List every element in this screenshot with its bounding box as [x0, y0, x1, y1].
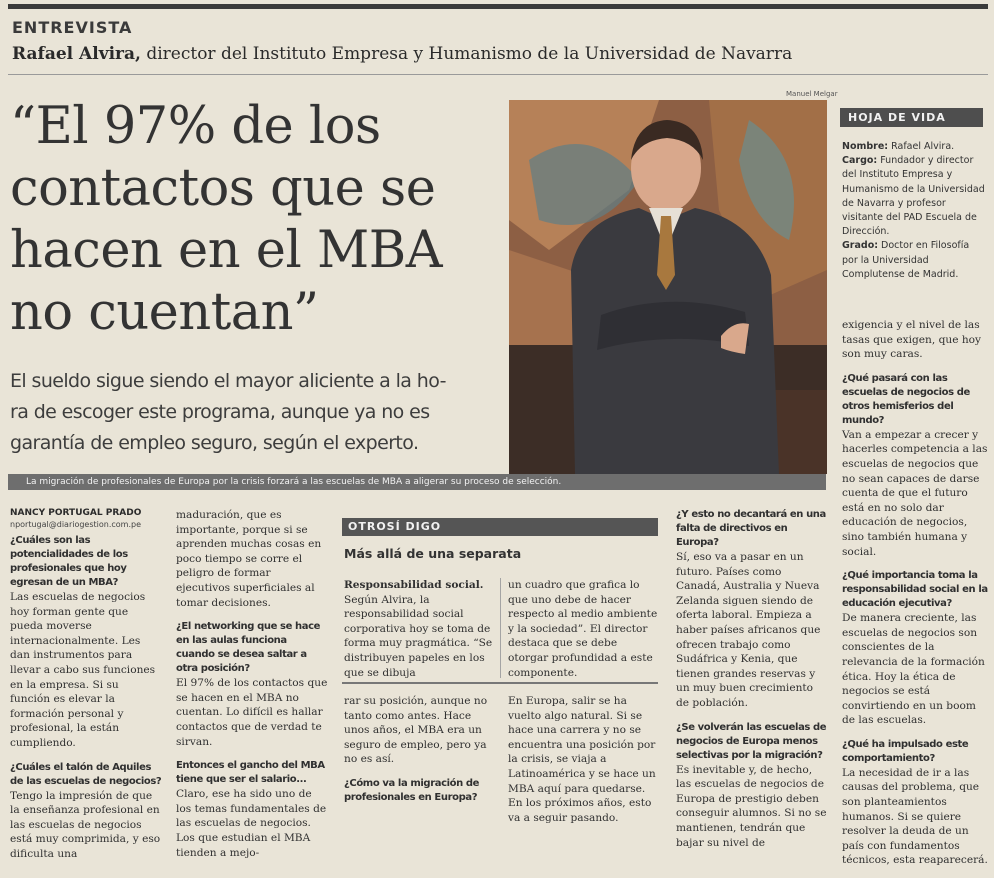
cv-degree [842, 239, 987, 282]
deck [10, 366, 490, 459]
byline [12, 44, 792, 64]
answer: Tengo la impresión de que la enseñanza profesional en las escuelas de negocios está muy comprimida, y eso dificulta una [10, 789, 161, 860]
question: ¿Qué importancia toma la responsabilidad social en la educación ejecutiva? [842, 570, 988, 610]
photo-caption: La migración de profesionales de Europa por la crisis forzará a las escuelas de MBA a aligerar su proceso de selección. [8, 474, 826, 490]
answer: Van a empezar a crecer y hacerles competencia a las escuelas de negocios que no sean capaces de darse cuenta de que el futuro está en no solo dar educación de negocios, sino también humana y social. [842, 428, 988, 558]
deck-line: garantía de empleo seguro, según el experto. [10, 432, 419, 454]
sidebar-title: HOJA DE VIDA [840, 108, 983, 127]
headline-line: no cuentan” [10, 283, 319, 342]
answer: Claro, ese ha sido uno de los temas fundamentales de las escuelas de negocios. Los que estudian el MBA tienden a mejo- [176, 788, 327, 859]
column-3 [344, 694, 494, 805]
box-column-divider [500, 578, 501, 678]
author-name: NANCY PORTUGAL PRADO [10, 508, 142, 518]
headline [10, 96, 505, 344]
question: ¿El networking que se hace en las aulas funciona cuando se desea saltar a otra posición? [176, 621, 321, 675]
box-lead: Responsabilidad social. [344, 579, 484, 591]
question: ¿Se volverán las escuelas de negocios de Europa menos selectivas por la migración? [676, 721, 827, 761]
box-title: Más allá de una separata [344, 546, 522, 561]
deck-line: El sueldo sigue siendo el mayor aliciente a la ho- [10, 370, 446, 392]
answer: En Europa, salir se ha vuelto algo natural. Si se hace una carrera y no se encuentra una posición por la crisis, se viaja a Latinoamérica y se hace un MBA aquí para quedarse. En los próximos años, esto va a seguir pasando. [508, 695, 656, 824]
author-email: nportugal@diariogestion.com.pe [10, 520, 142, 529]
column-1 [10, 534, 162, 872]
question: ¿Cómo va la migración de profesionales en Europa? [344, 777, 480, 803]
question: ¿Cuáles el talón de Aquiles de las escuelas de negocios? [10, 761, 162, 787]
question: ¿Qué pasará con las escuelas de negocios de otros hemisferios del mundo? [842, 372, 970, 426]
box-right-text [508, 578, 658, 680]
question: ¿Cuáles son las potencialidades de los profesionales que hoy egresan de un MBA? [10, 535, 128, 588]
question: ¿Y esto no decantará en una falta de directivos en Europa? [676, 509, 826, 548]
answer: Sí, eso va a pasar en un futuro. Países como Canadá, Australia y Nueva Zelanda siguen siendo de oferta laboral. Empieza a haber países africanos que ofrecen trabajo como Sudáfrica y Kenia, que tienen grandes reservas y un muy buen crecimiento de población. [676, 551, 821, 709]
answer: Las escuelas de negocios hoy forman gente que pueda moverse internacionalmente. Les dan instrumentos para llevar a cabo sus funciones en la empresa. Si su función es elevar la formación personal y profesional, la están cumpliendo. [10, 591, 156, 749]
cv-position-label: Cargo: [842, 155, 878, 167]
cv-position [842, 154, 987, 239]
headline-line: hacen en el MBA [10, 221, 443, 280]
column-2 [176, 508, 328, 870]
answer: La necesidad de ir a las causas del problema, que son planteamientos humanos. Si se quiere resolver la deuda de un país con fundamentos técnicos, esta reaparecerá. [842, 766, 988, 867]
answer: exigencia y el nivel de las tasas que exigen, que hoy son muy caras. [842, 319, 982, 361]
section-kicker: ENTREVISTA [12, 18, 133, 37]
question: ¿Qué ha impulsado este comportamiento? [842, 738, 969, 764]
answer: Es inevitable y, de hecho, las escuelas de negocios de Europa de prestigio deben conseguir alumnos. Si no se mantienen, tendrán que bajar su nivel de [676, 763, 827, 849]
answer: rar su posición, aunque no tanto como antes. Hace unos años, el MBA era un seguro de empleo, pero ya no es así. [344, 695, 488, 766]
headline-line: “El 97% de los [10, 97, 381, 156]
cv-degree-value: Doctor en Filosofía por la Universidad Complutense de Madrid. [842, 240, 970, 280]
box-tab: OTROSÍ DIGO [342, 518, 658, 536]
box-left-text [344, 578, 494, 680]
cv-position-value: Fundador y director del Instituto Empresa y Humanismo de la Universidad de Navarra y profesor visitante del PAD Escuela de Dirección. [842, 155, 985, 238]
cv-box [842, 140, 987, 282]
cv-name [842, 140, 987, 154]
photo-credit: Manuel Melgar [786, 90, 838, 98]
answer: De manera creciente, las escuelas de negocios son conscientes de la relevancia de la formación ética. Hoy la ética de negocios se está convirtiendo en un boom de las escuelas. [842, 612, 985, 727]
headline-line: contactos que se [10, 159, 436, 218]
top-rule [8, 4, 988, 9]
answer: El 97% de los contactos que se hacen en el MBA no cuentan. Lo difícil es hallar contactos que de verdad te sirvan. [176, 677, 328, 748]
deck-line: ra de escoger este programa, aunque ya no es [10, 401, 430, 423]
column-5 [676, 508, 828, 860]
header-rule [8, 74, 988, 75]
portrait-photo [509, 100, 827, 474]
question: Entonces el gancho del MBA tiene que ser el salario... [176, 760, 325, 786]
cv-name-value: Rafael Alvira. [888, 141, 955, 152]
portrait-illustration [509, 100, 827, 474]
box-body: un cuadro que grafica lo que uno debe de hacer respecto al medio ambiente y la sociedad”. El director destaca que se debe otorgar profundidad a este componente. [508, 579, 658, 679]
byline-title: director del Instituto Empresa y Humanismo de la Universidad de Navarra [140, 44, 793, 64]
box-bottom-rule [342, 682, 658, 684]
cv-degree-label: Grado: [842, 240, 879, 252]
answer: maduración, que es importante, porque si se aprenden muchas cosas en poco tiempo se corre el peligro de formar ejecutivos superficiales al tomar decisiones. [176, 509, 322, 609]
column-4 [508, 694, 658, 835]
byline-name: Rafael Alvira, [12, 44, 141, 64]
cv-name-label: Nombre: [842, 141, 889, 152]
column-6 [842, 318, 988, 878]
box-body: Según Alvira, la responsabilidad social corporativa hoy se toma de forma muy pragmática. “Se distribuyen papeles en los que se dibuja [344, 593, 493, 679]
